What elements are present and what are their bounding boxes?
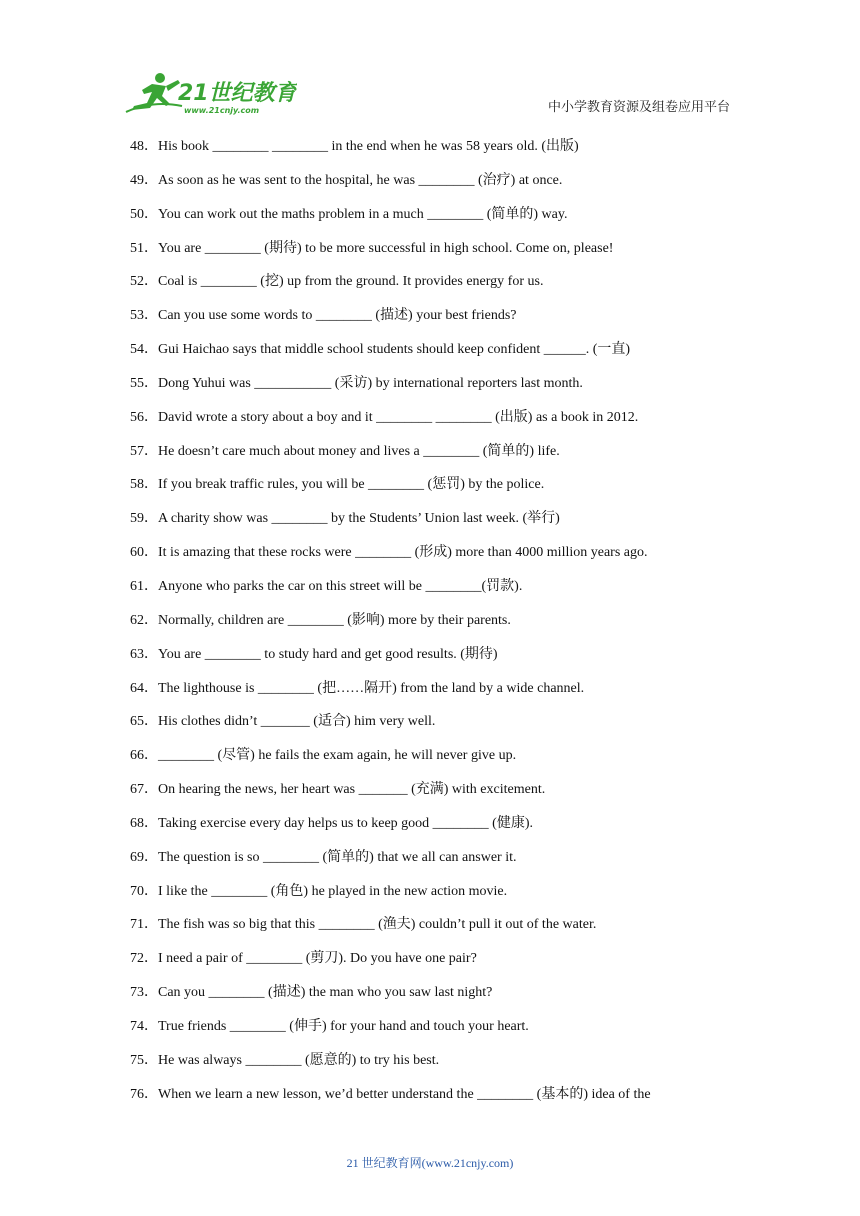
question-item: 53．Can you use some words to ________ (描述) your best friends? xyxy=(130,308,517,324)
question-item: 52．Coal is ________ (挖) up from the ground. It provides energy for us. xyxy=(130,274,544,290)
question-item: 51．You are ________ (期待) to be more successful in high school. Come on, please! xyxy=(130,240,614,256)
question-item: 67．On hearing the news, her heart was _______ (充满) with excitement. xyxy=(130,782,546,798)
question-item: 71．The fish was so big that this ________ (渔夫) couldn’t pull it out of the water. xyxy=(130,917,597,933)
question-item: 74．True friends ________ (伸手) for your hand and touch your heart. xyxy=(130,1018,529,1034)
logo-subtext: www.21cnjy.com xyxy=(184,106,260,115)
question-item: 58．If you break traffic rules, you will be ________ (惩罚) by the police. xyxy=(130,477,545,493)
question-item: 61．Anyone who parks the car on this street will be ________(罚款). xyxy=(130,578,523,594)
question-item: 54．Gui Haichao says that middle school students should keep confident ______. (一直) xyxy=(130,342,631,358)
question-item: 62．Normally, children are ________ (影响) more by their parents. xyxy=(130,612,511,628)
question-item: 64．The lighthouse is ________ (把……隔开) from the land by a wide channel. xyxy=(130,680,585,696)
question-list xyxy=(130,137,740,1118)
question-item: 63．You are ________ to study hard and get good results. (期待) xyxy=(130,646,498,662)
question-item: 50．You can work out the maths problem in a much ________ (简单的) way. xyxy=(130,206,568,222)
question-item: 68．Taking exercise every day helps us to keep good ________ (健康). xyxy=(130,815,533,831)
question-item: 57．He doesn’t care much about money and lives a ________ (简单的) life. xyxy=(130,443,560,459)
platform-label: 中小学教育资源及组卷应用平台 xyxy=(547,100,730,115)
question-item: 70．I like the ________ (角色) he played in the new action movie. xyxy=(130,883,508,899)
question-item: 48．His book ________ ________ in the end when he was 58 years old. (出版) xyxy=(130,139,579,154)
footer-link[interactable]: 21 世纪教育网(www.21cnjy.com) xyxy=(346,1156,514,1170)
question-item: 69．The question is so ________ (简单的) that we all can answer it. xyxy=(130,849,517,865)
logo xyxy=(122,70,297,118)
question-item: 55．Dong Yuhui was ___________ (采访) by international reporters last month. xyxy=(130,375,583,391)
logo-text: 21世纪教育 xyxy=(178,81,297,106)
question-item: 73．Can you ________ (描述) the man who you saw last night? xyxy=(130,985,493,1001)
question-item: 66．________ (尽管) he fails the exam again, he will never give up. xyxy=(130,748,517,764)
question-item: 56．David wrote a story about a boy and it ________ ________ (出版) as a book in 2012. xyxy=(130,409,639,425)
question-item: 59．A charity show was ________ by the Students’ Union last week. (举行) xyxy=(130,511,560,527)
question-item: 72．I need a pair of ________ (剪刀). Do you have one pair? xyxy=(130,951,477,967)
question-item: 65．His clothes didn’t _______ (适合) him very well. xyxy=(130,714,436,730)
question-item: 76．When we learn a new lesson, we’d better understand the ________ (基本的) idea of the xyxy=(130,1086,651,1102)
question-item: 60．It is amazing that these rocks were ________ (形成) more than 4000 million years ago. xyxy=(130,545,648,561)
question-item: 75．He was always ________ (愿意的) to try his best. xyxy=(130,1052,440,1068)
question-item: 49．As soon as he was sent to the hospital, he was ________ (治疗) at once. xyxy=(130,172,563,188)
